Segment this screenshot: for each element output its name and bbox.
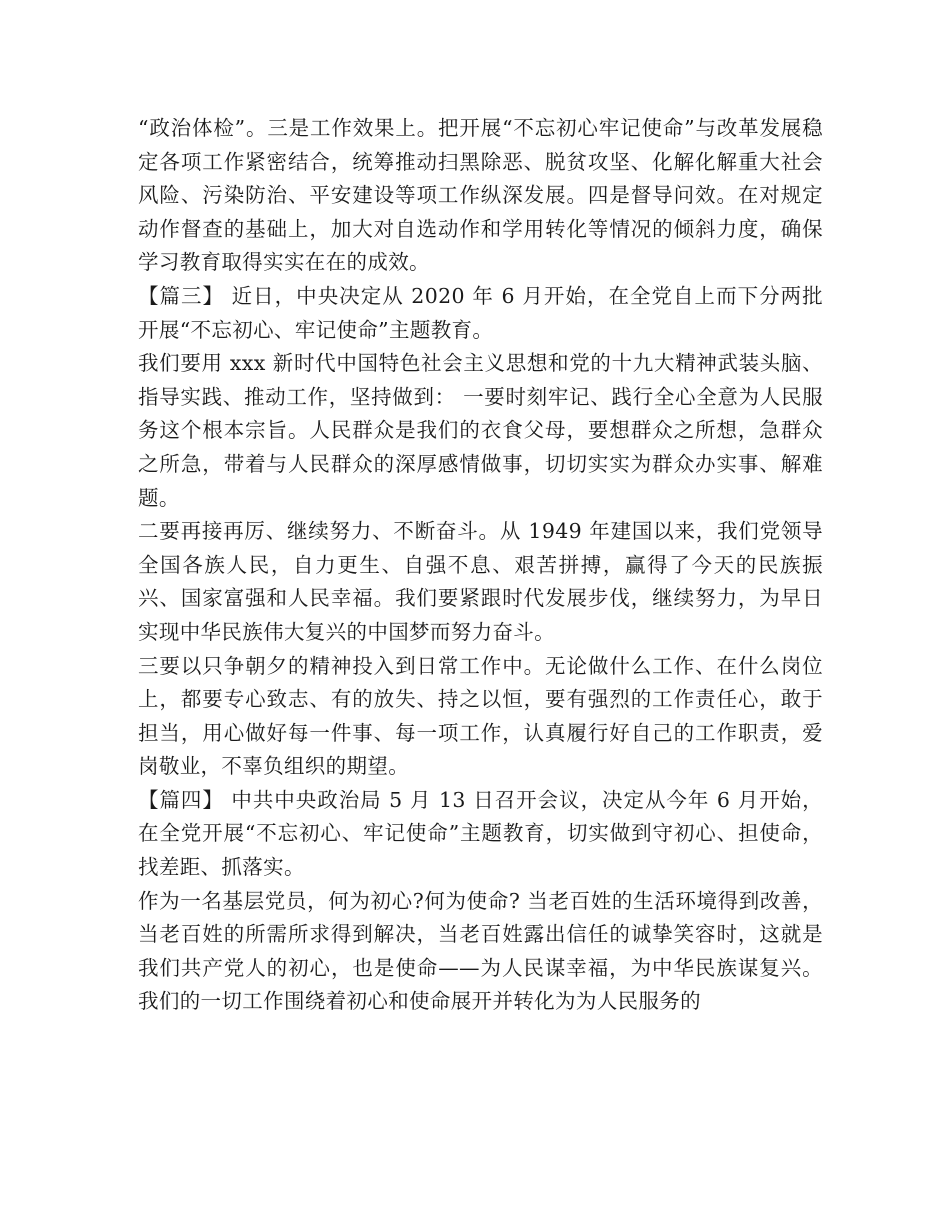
paragraph-7: 作为一名基层党员，何为初心?何为使命? 当老百姓的生活环境得到改善，当老百姓的所需所求得到解决，当老百姓露出信任的诚挚笑容时，这就是我们共产党人的初心，也是使命——为人民谋幸福，为中华民族谋复兴。我们的一切工作围绕着初心和使命展开并转化为为人民服务的 [138, 888, 823, 1014]
paragraph-3: 我们要用 xxx 新时代中国特色社会主义思想和党的十九大精神武装头脑、指导实践、推动工作，坚持做到： 一要时刻牢记、践行全心全意为人民服务这个根本宗旨。人民群众是我们的衣食父母，要想群众之所想，急群众之所急，带着与人民群众的深厚感情做事，切切实实为群众办实事、解难题。 [138, 351, 823, 510]
paragraph-6-heading-pian-si: 【篇四】 中共中央政治局 5 月 13 日召开会议，决定从今年 6 月开始，在全党开展“不忘初心、牢记使命”主题教育，切实做到守初心、担使命，找差距、抓落实。 [138, 787, 823, 880]
paragraph-4: 二要再接再厉、继续努力、不断奋斗。从 1949 年建国以来，我们党领导全国各族人民，自力更生、自强不息、艰苦拼搏，赢得了今天的民族振兴、国家富强和人民幸福。我们要紧跟时代发展步伐，继续努力，为早日实现中华民族伟大复兴的中国梦而努力奋斗。 [138, 519, 823, 644]
document-body [138, 112, 823, 1019]
paragraph-1: “政治体检”。三是工作效果上。把开展“不忘初心牢记使命”与改革发展稳定各项工作紧密结合，统筹推动扫黑除恶、脱贫攻坚、化解化解重大社会风险、污染防治、平安建设等项工作纵深发展。四是督导问效。在对规定动作督查的基础上，加大对自选动作和学用转化等情况的倾斜力度，确保学习教育取得实实在在的成效。 [138, 116, 823, 275]
paragraph-5: 三要以只争朝夕的精神投入到日常工作中。无论做什么工作、在什么岗位上，都要专心致志、有的放失、持之以恒，要有强烈的工作责任心，敢于担当，用心做好每一件事、每一项工作，认真履行好自己的工作职责，爱岗敬业，不辜负组织的期望。 [138, 653, 823, 779]
paragraph-2-heading-pian-san: 【篇三】 近日，中央决定从 2020 年 6 月开始，在全党自上而下分两批开展“不忘初心、牢记使命”主题教育。 [138, 283, 823, 342]
